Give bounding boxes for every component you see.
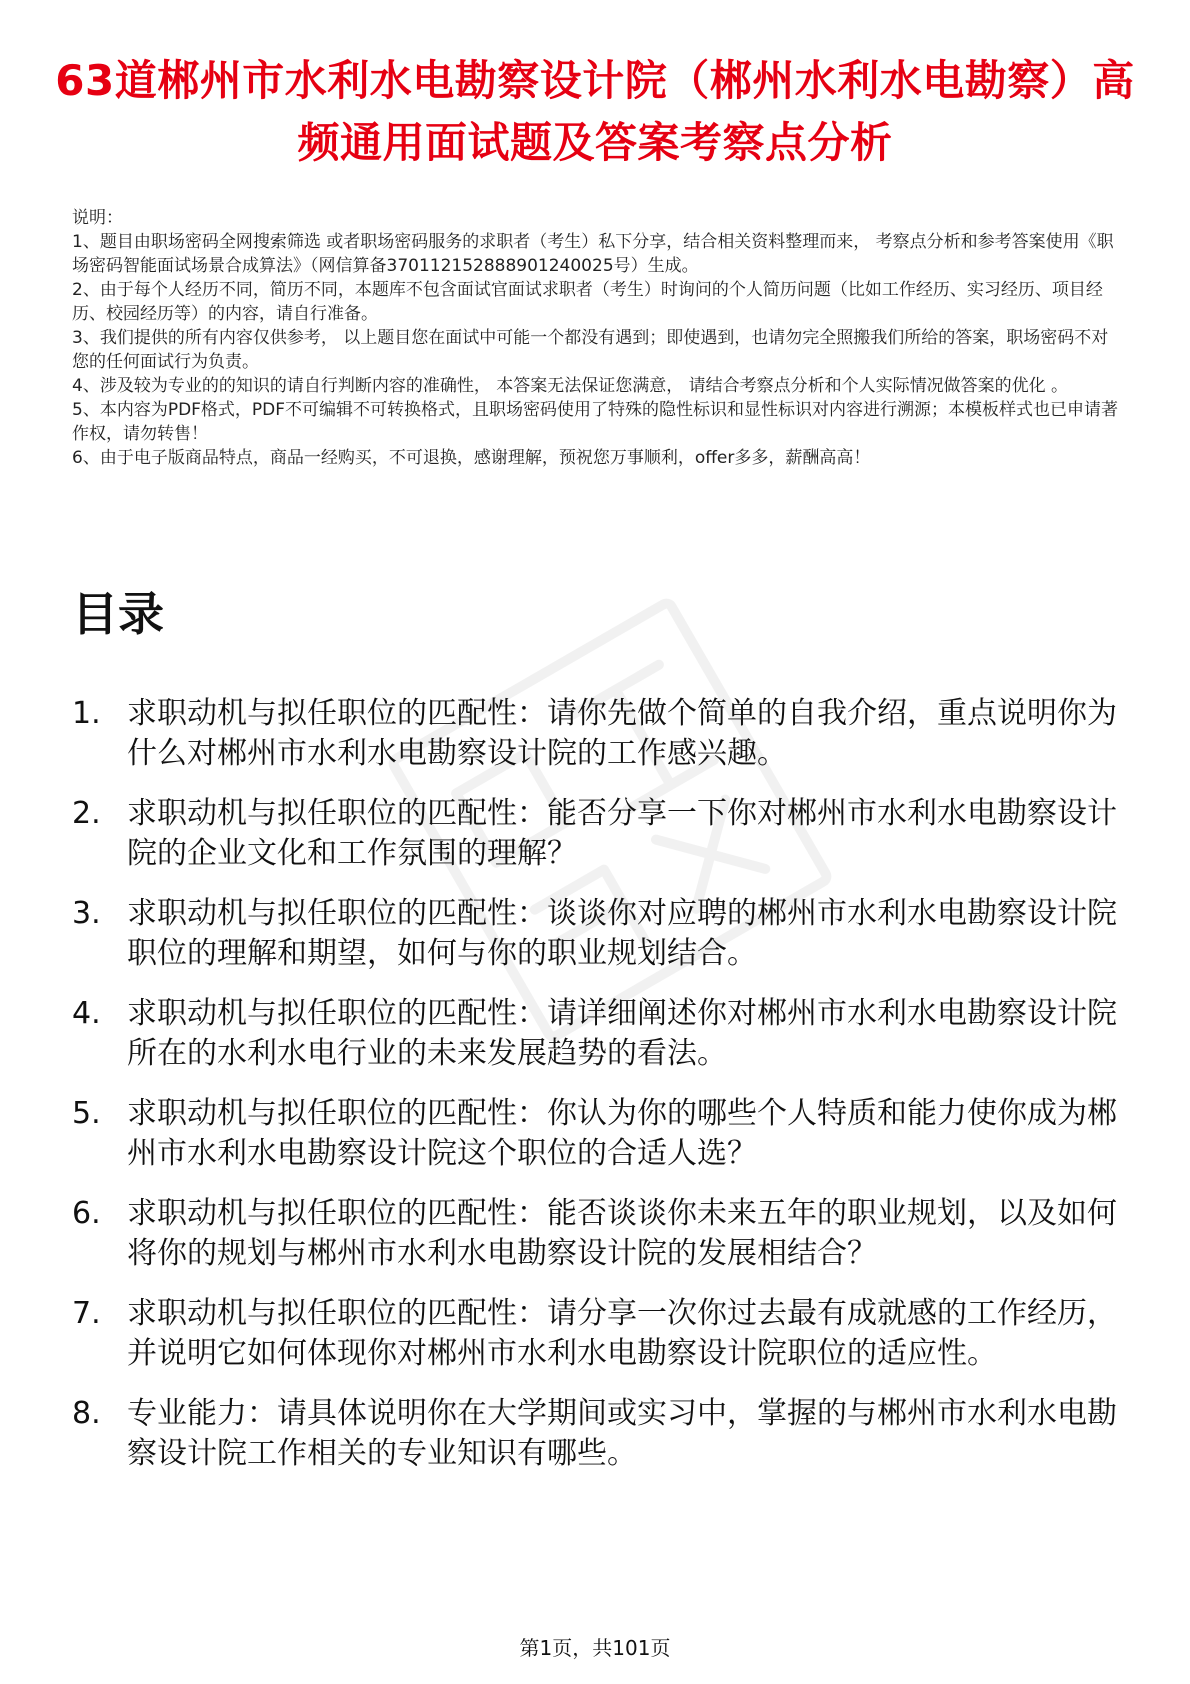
toc-item-number: 5. [72, 1096, 101, 1131]
toc-item-text: 求职动机与拟任职位的匹配性：请分享一次你过去最有成就感的工作经历，并说明它如何体现你对郴州市水利水电勘察设计院职位的适应性。 [127, 1296, 1117, 1371]
toc-item-text: 专业能力：请具体说明你在大学期间或实习中，掌握的与郴州市水利水电勘察设计院工作相关的专业知识有哪些。 [127, 1396, 1117, 1471]
toc-item[interactable] [72, 1194, 1122, 1274]
notes-heading: 说明： [72, 208, 123, 228]
document-title: 63道郴州市水利水电勘察设计院（郴州水利水电勘察）高频通用面试题及答案考察点分析 [55, 56, 1135, 167]
toc-item[interactable] [72, 1094, 1122, 1174]
note-line: 6、由于电子版商品特点，商品一经购买，不可退换，感谢理解，预祝您万事顺利，offer多多，薪酬高高！ [72, 448, 871, 468]
note-line: 2、由于每个人经历不同，简历不同，本题库不包含面试官面试求职者（考生）时询问的个人简历问题（比如工作经历、实习经历、项目经历、校园经历等）的内容，请自行准备。 [72, 280, 1103, 324]
toc-item-number: 1. [72, 696, 101, 731]
toc-item-text: 求职动机与拟任职位的匹配性：谈谈你对应聘的郴州市水利水电勘察设计院职位的理解和期望，如何与你的职业规划结合。 [127, 896, 1117, 971]
toc-item-text: 求职动机与拟任职位的匹配性：你认为你的哪些个人特质和能力使你成为郴州市水利水电勘察设计院这个职位的合适人选？ [127, 1096, 1117, 1171]
toc-item-number: 6. [72, 1196, 101, 1231]
toc-item-text: 求职动机与拟任职位的匹配性：能否分享一下你对郴州市水利水电勘察设计院的企业文化和工作氛围的理解？ [127, 796, 1117, 871]
toc-list [72, 694, 1122, 1494]
toc-item-number: 2. [72, 796, 101, 831]
toc-item[interactable] [72, 794, 1122, 874]
toc-item-text: 求职动机与拟任职位的匹配性：能否谈谈你未来五年的职业规划，以及如何将你的规划与郴州市水利水电勘察设计院的发展相结合？ [127, 1196, 1117, 1271]
toc-heading: 目录 [72, 587, 164, 641]
toc-item[interactable] [72, 694, 1122, 774]
toc-item-number: 7. [72, 1296, 101, 1331]
toc-item[interactable] [72, 994, 1122, 1074]
toc-item-number: 4. [72, 996, 101, 1031]
toc-item-text: 求职动机与拟任职位的匹配性：请详细阐述你对郴州市水利水电勘察设计院所在的水利水电行业的未来发展趋势的看法。 [127, 996, 1117, 1071]
note-line: 3、我们提供的所有内容仅供参考， 以上题目您在面试中可能一个都没有遇到；即使遇到，也请勿完全照搬我们所给的答案，职场密码不对您的任何面试行为负责。 [72, 328, 1109, 372]
page-number: 第1页，共101页 [519, 1636, 671, 1660]
toc-item-text: 求职动机与拟任职位的匹配性：请你先做个简单的自我介绍，重点说明你为什么对郴州市水利水电勘察设计院的工作感兴趣。 [127, 696, 1117, 771]
toc-item[interactable] [72, 1294, 1122, 1374]
note-line: 1、题目由职场密码全网搜索筛选 或者职场密码服务的求职者（考生）私下分享，结合相关资料整理而来， 考察点分析和参考答案使用《职场密码智能面试场景合成算法》（网信算备370112152888901240025号）生成。 [72, 232, 1114, 276]
toc-item[interactable] [72, 894, 1122, 974]
note-line: 5、本内容为PDF格式，PDF不可编辑不可转换格式，且职场密码使用了特殊的隐性标识和显性标识对内容进行溯源；本模板样式也已申请著作权，请勿转售！ [72, 400, 1119, 444]
toc-item[interactable] [72, 1394, 1122, 1474]
note-line: 4、涉及较为专业的的知识的请自行判断内容的准确性， 本答案无法保证您满意， 请结合考察点分析和个人实际情况做答案的优化 。 [72, 376, 1069, 396]
disclaimer-notes [72, 206, 1124, 470]
toc-item-number: 8. [72, 1396, 101, 1431]
toc-item-number: 3. [72, 896, 101, 931]
